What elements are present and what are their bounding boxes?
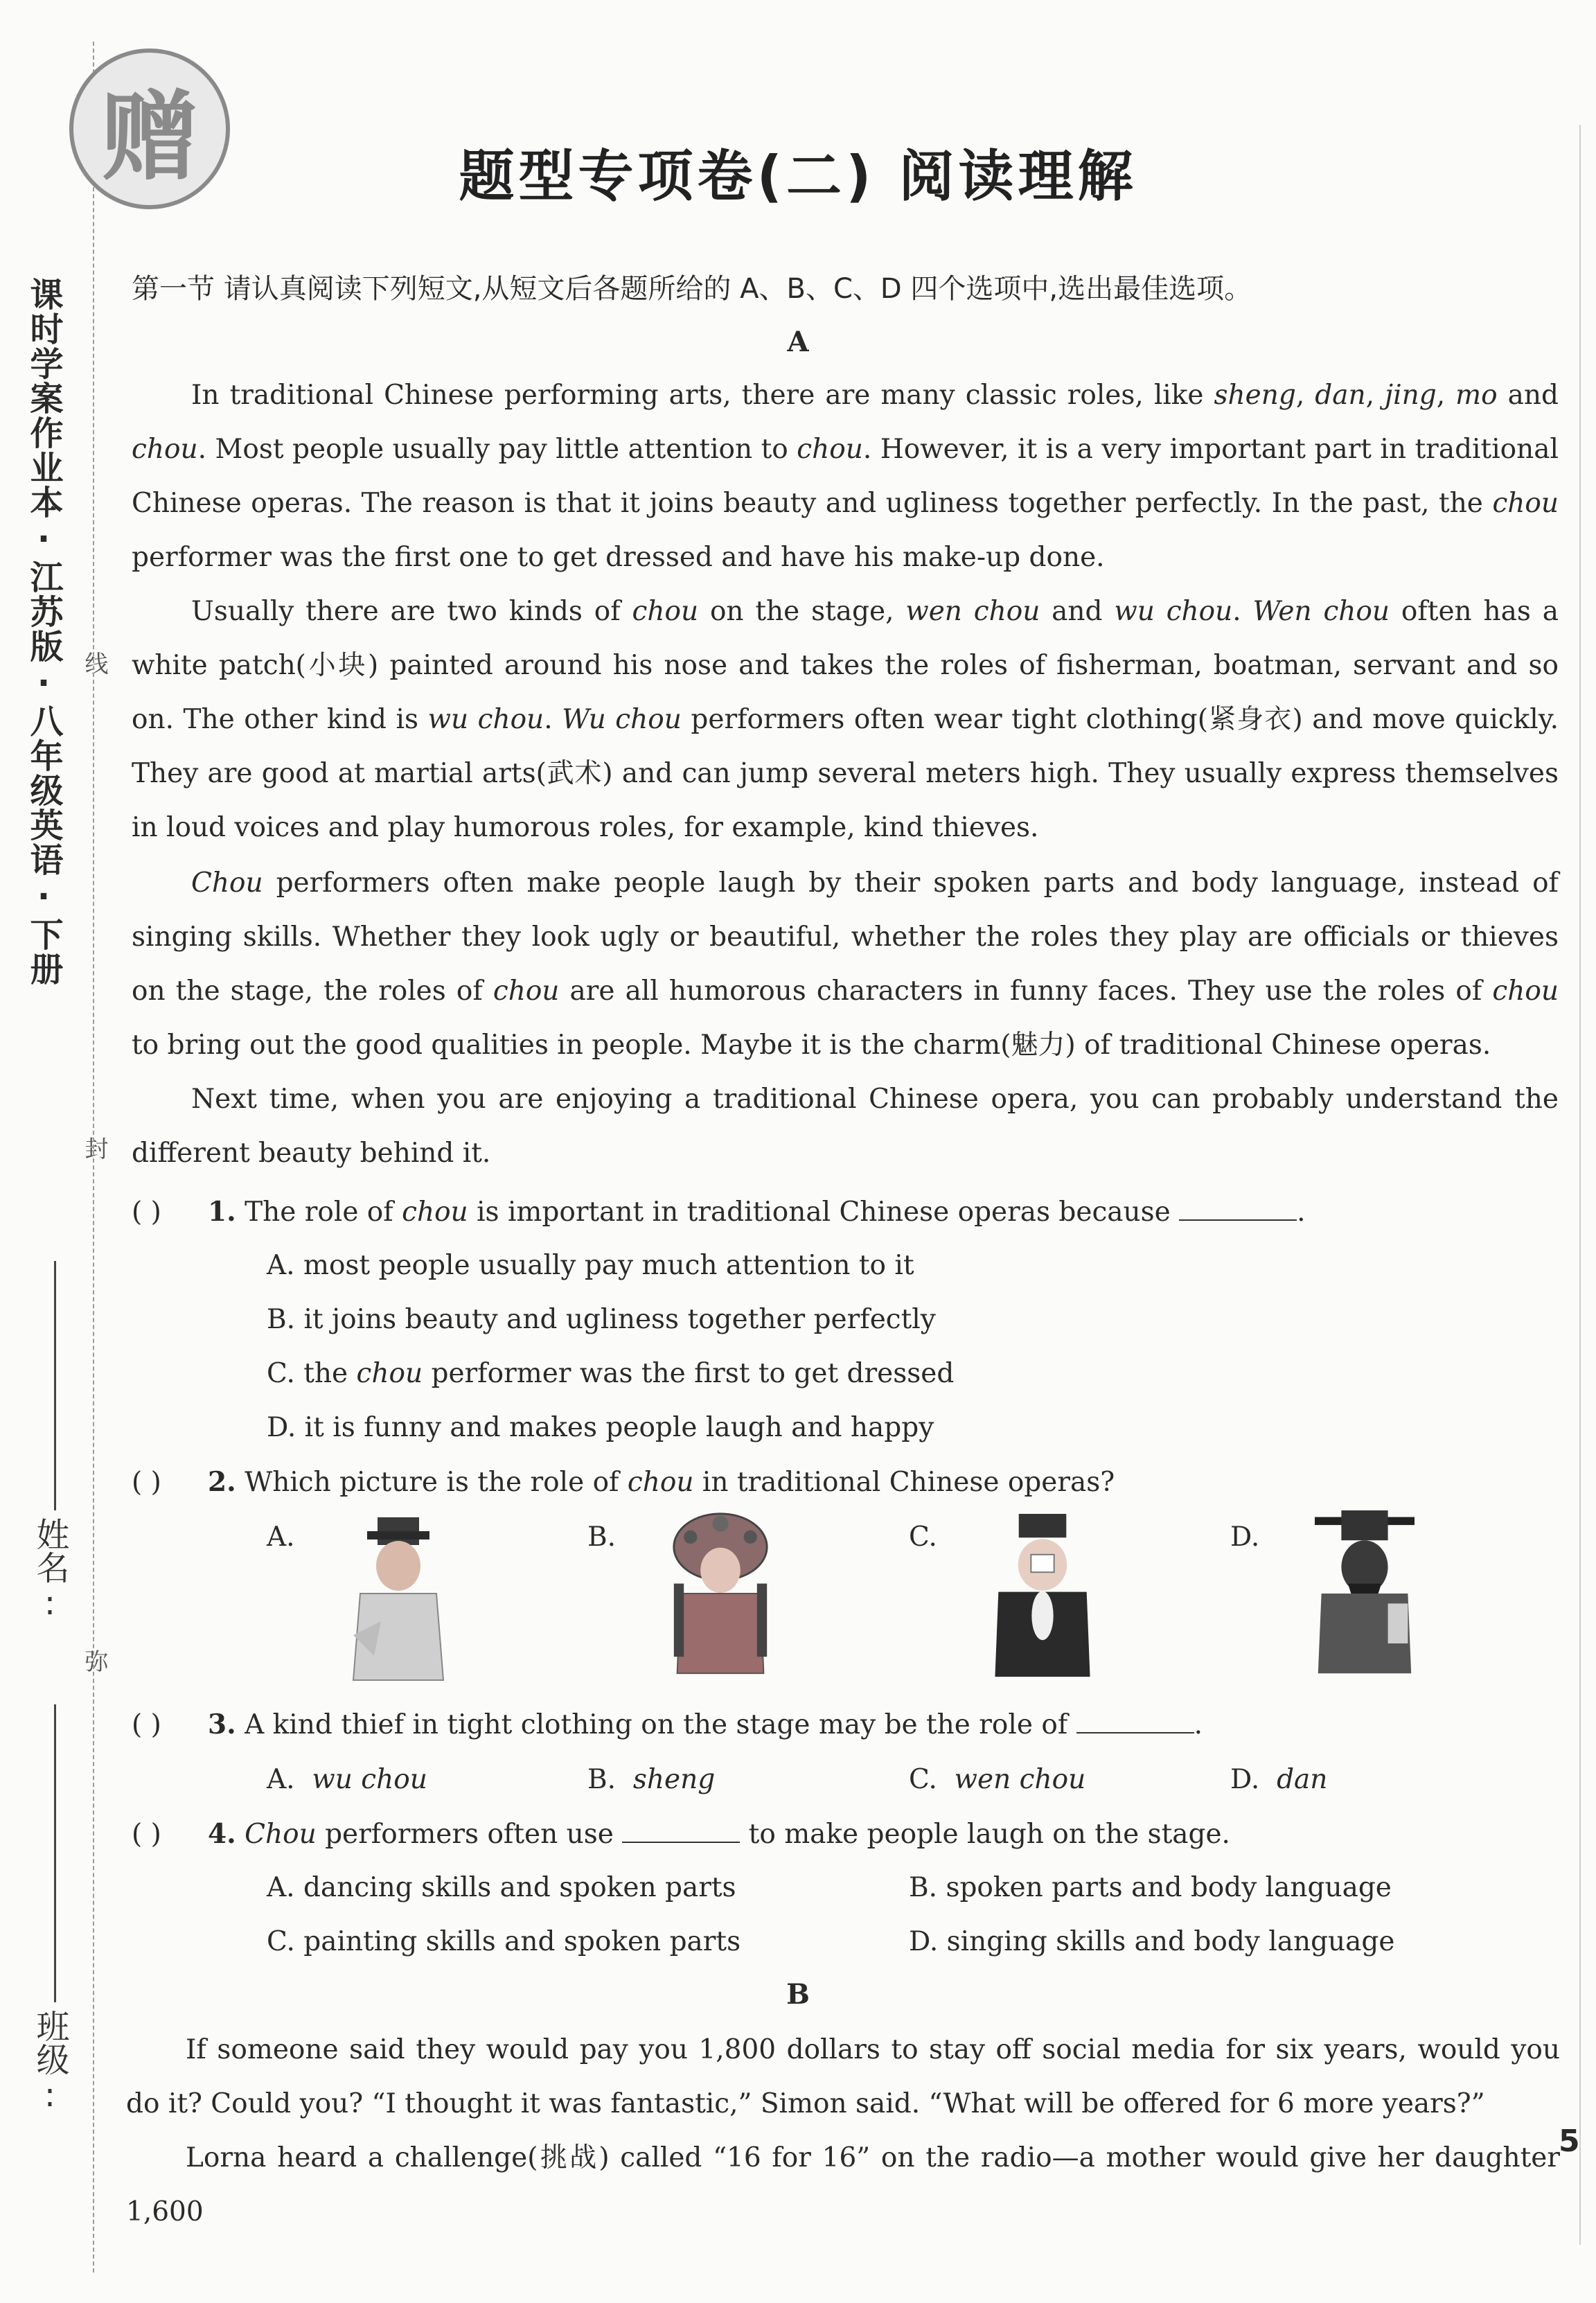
passage-a-paragraph-4: Next time, when you are enjoying a traditional Chinese opera, you can probably understand the different beauty behind it. (132, 1084, 1559, 1169)
opera-figure-c-chou[interactable] (984, 1514, 1101, 1680)
cut-word-line: 线 (80, 651, 108, 675)
q3-option-c[interactable]: C. wen chou (909, 1764, 1086, 1795)
opera-figure-d-jing[interactable] (1306, 1510, 1424, 1677)
opera-figure-b-dan[interactable] (662, 1510, 779, 1677)
q1-option-a[interactable]: A. most people usually pay much attention to it (267, 1250, 914, 1281)
answer-bracket[interactable]: ( ) (132, 1467, 161, 1498)
fill-blank[interactable] (1179, 1196, 1297, 1221)
question-1: ( ) 1. The role of chou is important in traditional Chinese operas because . (132, 1185, 1559, 1239)
q2-option-c-label[interactable]: C. (909, 1521, 937, 1553)
q2-option-d-label[interactable]: D. (1230, 1521, 1260, 1553)
q2-option-b-label[interactable]: B. (587, 1521, 617, 1553)
q2-option-a-label[interactable]: A. (267, 1521, 295, 1553)
q1-option-d[interactable]: D. it is funny and makes people laugh and happy (267, 1412, 934, 1443)
opera-figure-a-sheng[interactable] (339, 1517, 457, 1684)
q3-option-d[interactable]: D. dan (1230, 1764, 1328, 1795)
passage-a-heading: A (787, 326, 809, 358)
class-field-line[interactable] (54, 1704, 56, 2002)
passage-a-paragraph-3: Chou performers often make people laugh by their spoken parts and body language, instead of singing skills. Whether they look ugly or beautiful, whether the roles they play are officials or thieves on the stage, the roles of chou are all humorous characters in funny faces. They use the roles of chou to bring out the good qualities in people. Maybe it is the charm(魅力) of traditional Chinese operas. (132, 867, 1559, 1061)
answer-bracket[interactable]: ( ) (132, 1819, 161, 1850)
question-4: ( ) 4. Chou performers often use to make people laugh on the stage. (132, 1807, 1559, 1862)
answer-bracket[interactable]: ( ) (132, 1709, 161, 1740)
class-label: 班级: (30, 2009, 69, 2115)
fill-blank[interactable] (622, 1818, 740, 1843)
passage-b-heading: B (786, 1978, 810, 2011)
question-3: ( ) 3. A kind thief in tight clothing on the stage may be the role of . (132, 1697, 1559, 1752)
q1-option-c[interactable]: C. the chou performer was the first to get dressed (267, 1358, 955, 1389)
gift-stamp: 赠 (69, 48, 230, 209)
name-field-line[interactable] (54, 1261, 56, 1510)
passage-a-paragraph-2: Usually there are two kinds of chou on the stage, wen chou and wu chou. Wen chou often has a white patch(小块) painted around his nose and takes the roles of fisherman, boatman, servant and so on. The other kind is wu chou. Wu chou performers often wear tight clothing(紧身衣) and move quickly. They are good at martial arts(武术) and can jump several meters high. They usually express themselves in loud voices and play humorous roles, for example, kind thieves. (132, 596, 1559, 843)
cut-word-seal: 封 (80, 1136, 108, 1160)
q4-option-a[interactable]: A. dancing skills and spoken parts (267, 1872, 736, 1903)
passage-a-paragraph-1: In traditional Chinese performing arts, there are many classic roles, like sheng, dan, jing, mo and chou. Most people usually pay little attention to chou. However, it is a very important part in traditional Chinese operas. The reason is that it joins beauty and ugliness together perfectly. In the past, the chou performer was the first one to get dressed and have his make-up done. (132, 380, 1559, 573)
q3-option-b[interactable]: B. sheng (587, 1764, 716, 1795)
cut-dashed-line (93, 42, 94, 2273)
q4-option-d[interactable]: D. singing skills and body language (909, 1926, 1395, 1957)
cut-word-close: 弥 (80, 1649, 108, 1673)
page-title: 题型专项卷(二) 阅读理解 (459, 144, 1137, 209)
passage-b-paragraph-2: Lorna heard a challenge(挑战) called “16 for 16” on the radio—a mother would give her daughter 1,600 (126, 2142, 1560, 2227)
q4-option-b[interactable]: B. spoken parts and body language (909, 1872, 1392, 1903)
name-label: 姓名: (30, 1517, 69, 1623)
book-series-title: 课时学案作业本·江苏版·八年级英语·下册 (24, 277, 63, 987)
q1-option-b[interactable]: B. it joins beauty and ugliness together perfectly (267, 1304, 936, 1335)
q4-option-c[interactable]: C. painting skills and spoken parts (267, 1926, 741, 1957)
fill-blank[interactable] (1076, 1709, 1194, 1733)
question-2: ( ) 2. Which picture is the role of chou in traditional Chinese operas? (132, 1455, 1559, 1510)
q3-option-a[interactable]: A. wu chou (267, 1764, 427, 1795)
section-instruction: 第一节 请认真阅读下列短文,从短文后各题所给的 A、B、C、D 四个选项中,选出最佳选项。 (132, 273, 1252, 305)
passage-b-paragraph-1: If someone said they would pay you 1,800 dollars to stay off social media for six years, would you do it? Could you? “I thought it was fantastic,” Simon said. “What will be offered for 6 more years?” (126, 2034, 1560, 2119)
page-number: 5 (1559, 2124, 1580, 2159)
right-margin-rule (1579, 125, 1581, 2245)
answer-bracket[interactable]: ( ) (132, 1197, 161, 1228)
